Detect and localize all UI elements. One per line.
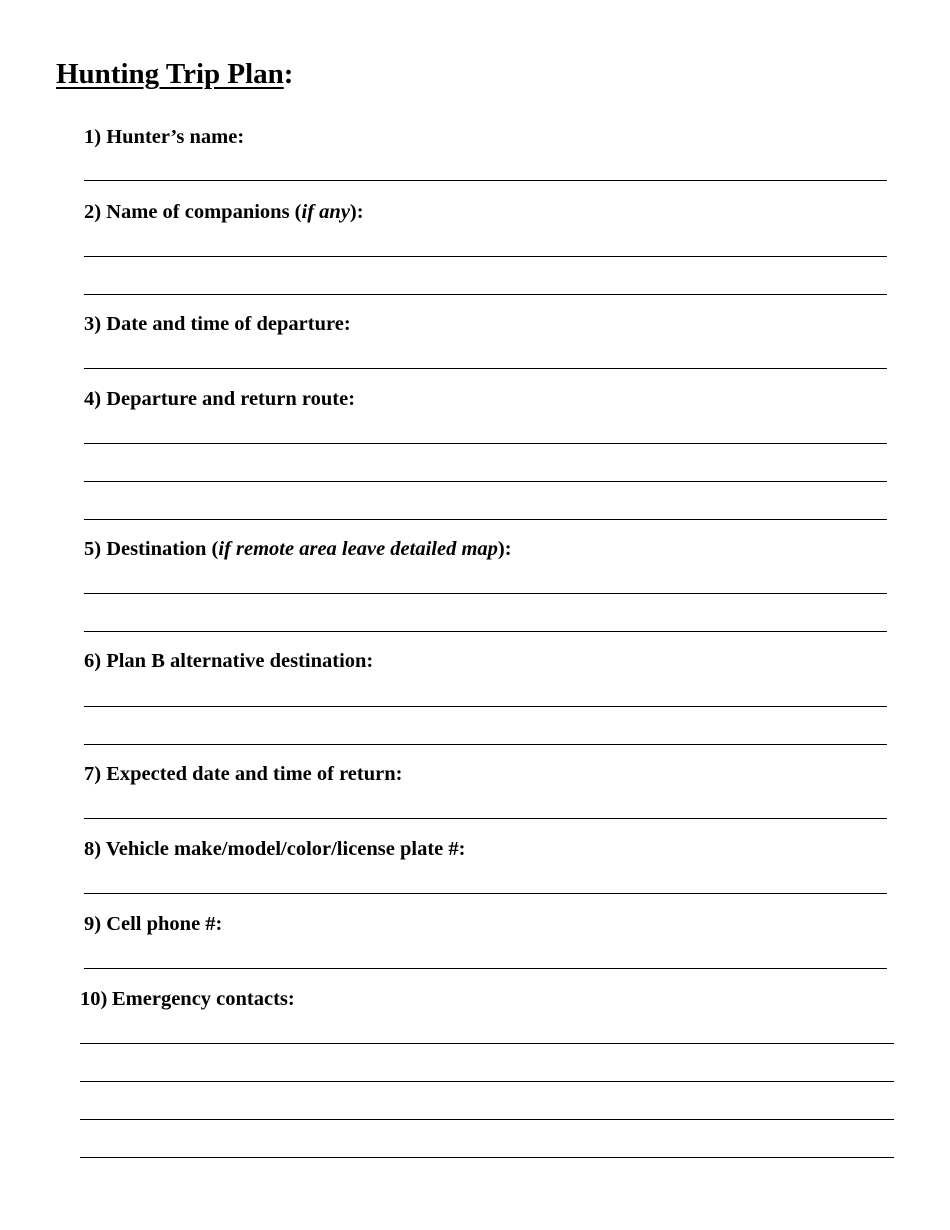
question-9-label — [84, 911, 222, 937]
question-number: 3) — [84, 313, 102, 335]
answer-line-emergency-3[interactable] — [80, 1119, 894, 1120]
answer-line-companions-1[interactable] — [84, 256, 887, 257]
question-number: 5) — [84, 538, 102, 560]
answer-line-departure-datetime[interactable] — [84, 368, 887, 369]
question-note: if remote area leave detailed map — [218, 538, 498, 560]
question-text: Expected date and time of return: — [106, 763, 403, 785]
question-7-label — [84, 761, 402, 787]
question-1-label — [84, 124, 244, 150]
answer-line-vehicle[interactable] — [84, 893, 887, 894]
question-number: 10) — [80, 988, 108, 1010]
answer-line-cell-phone[interactable] — [84, 968, 887, 969]
page-title — [56, 56, 293, 92]
answer-line-return-datetime[interactable] — [84, 818, 887, 819]
answer-line-companions-2[interactable] — [84, 294, 887, 295]
question-8-label — [84, 836, 465, 862]
question-number: 2) — [84, 201, 102, 223]
answer-line-emergency-4[interactable] — [80, 1157, 894, 1158]
answer-line-route-3[interactable] — [84, 519, 887, 520]
page-title-text: Hunting Trip Plan — [56, 58, 284, 90]
question-number: 7) — [84, 763, 102, 785]
answer-line-emergency-1[interactable] — [80, 1043, 894, 1044]
question-6-label — [84, 648, 373, 674]
question-text: Plan B alternative destination: — [106, 650, 374, 672]
answer-line-destination-1[interactable] — [84, 593, 887, 594]
answer-line-route-1[interactable] — [84, 443, 887, 444]
answer-line-destination-2[interactable] — [84, 631, 887, 632]
question-note: if any — [301, 201, 350, 223]
question-2-label — [84, 199, 364, 225]
question-text: Hunter’s name: — [106, 126, 245, 148]
question-text: Vehicle make/model/color/license plate #: — [105, 838, 466, 860]
question-number: 4) — [84, 388, 102, 410]
question-4-label — [84, 386, 355, 412]
question-number: 1) — [84, 126, 102, 148]
question-text: Date and time of departure: — [106, 313, 351, 335]
question-text: Emergency contacts: — [112, 988, 295, 1010]
question-number: 6) — [84, 650, 102, 672]
answer-line-emergency-2[interactable] — [80, 1081, 894, 1082]
answer-line-route-2[interactable] — [84, 481, 887, 482]
question-text: Cell phone #: — [106, 913, 223, 935]
answer-line-hunter-name[interactable] — [84, 180, 887, 181]
answer-line-plan-b-2[interactable] — [84, 744, 887, 745]
question-5-label — [84, 536, 512, 562]
question-3-label — [84, 311, 351, 337]
question-10-label — [80, 986, 295, 1012]
question-text-end: ): — [349, 201, 364, 223]
question-number: 9) — [84, 913, 102, 935]
question-number: 8) — [84, 838, 102, 860]
question-text: Departure and return route: — [106, 388, 356, 410]
question-text: Destination ( — [106, 538, 219, 560]
answer-line-plan-b-1[interactable] — [84, 706, 887, 707]
question-text: Name of companions ( — [106, 201, 302, 223]
page-title-colon: : — [283, 58, 294, 90]
question-text-end: ): — [497, 538, 512, 560]
